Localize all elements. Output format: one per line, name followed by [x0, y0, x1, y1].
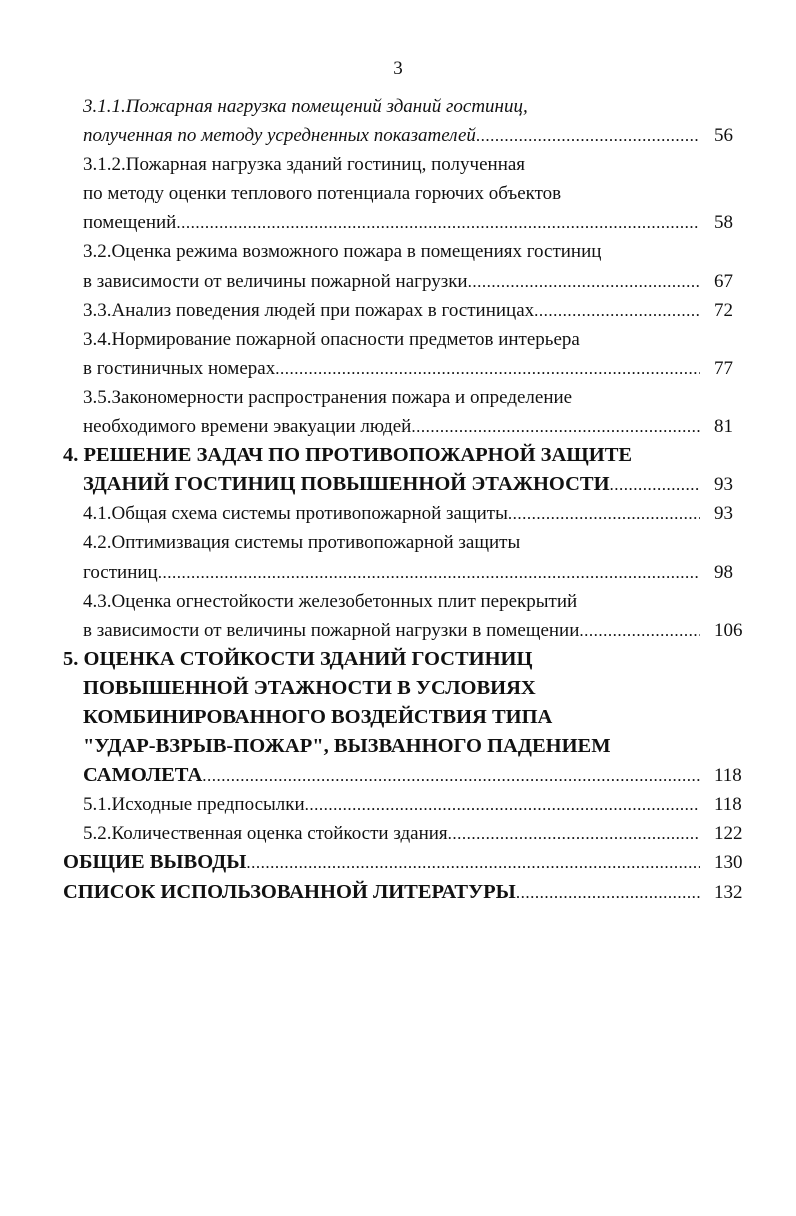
- toc-entry-body: [0, 441, 700, 470]
- dot-leader: [516, 878, 700, 907]
- toc-entry-title: 3.4.Нормирование пожарной опасности предметов интерьера: [83, 328, 580, 350]
- toc-entry-title: 3.2.Оценка режима возможного пожара в помещениях гостиниц: [83, 241, 602, 263]
- toc-entry-body: [0, 587, 700, 616]
- toc-entry-title: 4.2.Оптимизвация системы противопожарной защиты: [83, 532, 521, 554]
- toc-entry: [0, 237, 796, 266]
- toc-entry: [0, 819, 796, 848]
- toc-entry-title: помещений: [83, 212, 177, 234]
- toc-page-number: 130: [714, 852, 743, 874]
- dot-leader: [305, 790, 700, 819]
- toc-entry-body: [0, 412, 700, 441]
- toc-entry-body: [0, 819, 700, 848]
- toc-entry: [0, 383, 796, 412]
- toc-entry-title: 3.5.Закономерности распространения пожара и определение: [83, 386, 573, 408]
- toc-page-number: 106: [714, 619, 743, 641]
- toc-entry: [0, 267, 796, 296]
- toc-entry: [0, 441, 796, 470]
- toc-entry-title: ПОВЫШЕННОЙ ЭТАЖНОСТИ В УСЛОВИЯХ: [83, 676, 536, 699]
- toc-entry-title: 5.1.Исходные предпосылки: [83, 794, 305, 816]
- toc-page-number: 93: [714, 474, 733, 496]
- toc-page-number: 77: [714, 357, 733, 379]
- toc-entry-body: [0, 848, 700, 877]
- toc-entry-body: [0, 528, 700, 557]
- toc-entry: [0, 325, 796, 354]
- toc-page-number: 56: [714, 125, 733, 147]
- toc-entry: [0, 179, 796, 208]
- toc-page-number: 122: [714, 823, 743, 845]
- toc-entry-title: 3.1.2.Пожарная нагрузка зданий гостиниц, полученная: [83, 154, 526, 176]
- dot-leader: [610, 470, 700, 499]
- toc-entry-body: [0, 237, 700, 266]
- dot-leader: [158, 558, 700, 587]
- toc-entry-body: [0, 208, 700, 237]
- toc-entry: [0, 499, 796, 528]
- toc-entry-title: ЗДАНИЙ ГОСТИНИЦ ПОВЫШЕННОЙ ЭТАЖНОСТИ: [83, 473, 610, 496]
- toc-entry-title: гостиниц: [83, 561, 158, 583]
- toc-entry-body: [0, 674, 700, 703]
- toc-entry-body: [0, 878, 700, 907]
- toc-entry: [0, 878, 796, 907]
- toc-page-number: 81: [714, 416, 733, 438]
- dot-leader: [275, 354, 700, 383]
- toc-entry-body: [0, 761, 700, 790]
- toc-page-number: 72: [714, 299, 733, 321]
- toc-entry: [0, 848, 796, 877]
- toc-entry-title: 5. ОЦЕНКА СТОЙКОСТИ ЗДАНИЙ ГОСТИНИЦ: [63, 647, 533, 670]
- dot-leader: [202, 761, 700, 790]
- toc-entry: [0, 296, 796, 325]
- toc-entry-body: [0, 499, 700, 528]
- toc-entry-title: ОБЩИЕ ВЫВОДЫ: [63, 851, 247, 874]
- toc-page-number: 118: [714, 794, 742, 816]
- toc-entry-title: полученная по методу усредненных показателей: [83, 125, 476, 147]
- dot-leader: [468, 267, 700, 296]
- toc-entry: [0, 528, 796, 557]
- toc-entry: [0, 703, 796, 732]
- toc-entry-title: по методу оценки теплового потенциала горючих объектов: [83, 183, 562, 205]
- dot-leader: [508, 499, 700, 528]
- toc-entry: [0, 790, 796, 819]
- toc-entry-title: в зависимости от величины пожарной нагрузки: [83, 270, 468, 292]
- toc-entry-body: [0, 383, 700, 412]
- toc-entry-title: в зависимости от величины пожарной нагрузки в помещении: [83, 619, 580, 641]
- toc-page-number: 93: [714, 503, 733, 525]
- toc-entry: [0, 354, 796, 383]
- toc-entry-body: [0, 179, 700, 208]
- toc-entry-title: необходимого времени эвакуации людей: [83, 416, 412, 438]
- dot-leader: [176, 208, 700, 237]
- toc-entry-title: 4. РЕШЕНИЕ ЗАДАЧ ПО ПРОТИВОПОЖАРНОЙ ЗАЩИТЕ: [63, 444, 633, 467]
- toc-entry-body: [0, 616, 700, 645]
- dot-leader: [246, 848, 700, 877]
- toc-entry: [0, 674, 796, 703]
- toc-entry-title: СПИСОК ИСПОЛЬЗОВАННОЙ ЛИТЕРАТУРЫ: [63, 880, 516, 903]
- toc-entry-body: [0, 558, 700, 587]
- dot-leader: [476, 121, 700, 150]
- toc-entry-title: "УДАР-ВЗРЫВ-ПОЖАР", ВЫЗВАННОГО ПАДЕНИЕМ: [83, 735, 611, 758]
- toc-page-number: 58: [714, 212, 733, 234]
- toc-entry: [0, 645, 796, 674]
- toc-entry-body: [0, 790, 700, 819]
- toc-entry: [0, 470, 796, 499]
- toc-entry: [0, 208, 796, 237]
- dot-leader: [448, 819, 700, 848]
- toc-entry-title: САМОЛЕТА: [83, 764, 203, 787]
- dot-leader: [534, 296, 700, 325]
- toc-entry-body: [0, 296, 700, 325]
- toc-entry-title: КОМБИНИРОВАННОГО ВОЗДЕЙСТВИЯ ТИПА: [83, 705, 553, 728]
- toc-entry: [0, 92, 796, 121]
- toc-entry: [0, 616, 796, 645]
- toc-entry-body: [0, 470, 700, 499]
- toc-entry-body: [0, 92, 700, 121]
- toc-entry: [0, 587, 796, 616]
- toc-entry: [0, 121, 796, 150]
- toc-page-number: 98: [714, 561, 733, 583]
- toc-entry-body: [0, 325, 700, 354]
- toc-entry-body: [0, 732, 700, 761]
- toc-entry: [0, 761, 796, 790]
- toc-page-number: 118: [714, 765, 742, 787]
- toc-entry-title: 3.1.1.Пожарная нагрузка помещений зданий гостиниц,: [83, 96, 528, 117]
- toc-entry: [0, 412, 796, 441]
- toc-page-number: 67: [714, 270, 733, 292]
- toc-entry: [0, 150, 796, 179]
- page-number: 3: [393, 58, 403, 79]
- toc-entry-title: в гостиничных номерах: [83, 357, 276, 379]
- toc-entry-body: [0, 645, 700, 674]
- dot-leader: [579, 616, 700, 645]
- toc-entry-title: 4.1.Общая схема системы противопожарной защиты: [83, 503, 508, 525]
- toc-entry-body: [0, 150, 700, 179]
- toc-page-number: 132: [714, 881, 743, 903]
- toc-entry: [0, 558, 796, 587]
- toc-entry-body: [0, 354, 700, 383]
- toc-entry: [0, 732, 796, 761]
- toc-entry-body: [0, 267, 700, 296]
- dot-leader: [411, 412, 700, 441]
- toc-entry-title: 4.3.Оценка огнестойкости железобетонных плит перекрытий: [83, 590, 578, 612]
- table-of-contents: [0, 92, 796, 907]
- toc-entry-body: [0, 703, 700, 732]
- toc-entry-title: 3.3.Анализ поведения людей при пожарах в гостиницах: [83, 299, 535, 321]
- toc-entry-body: [0, 121, 700, 150]
- toc-entry-title: 5.2.Количественная оценка стойкости здания: [83, 823, 448, 845]
